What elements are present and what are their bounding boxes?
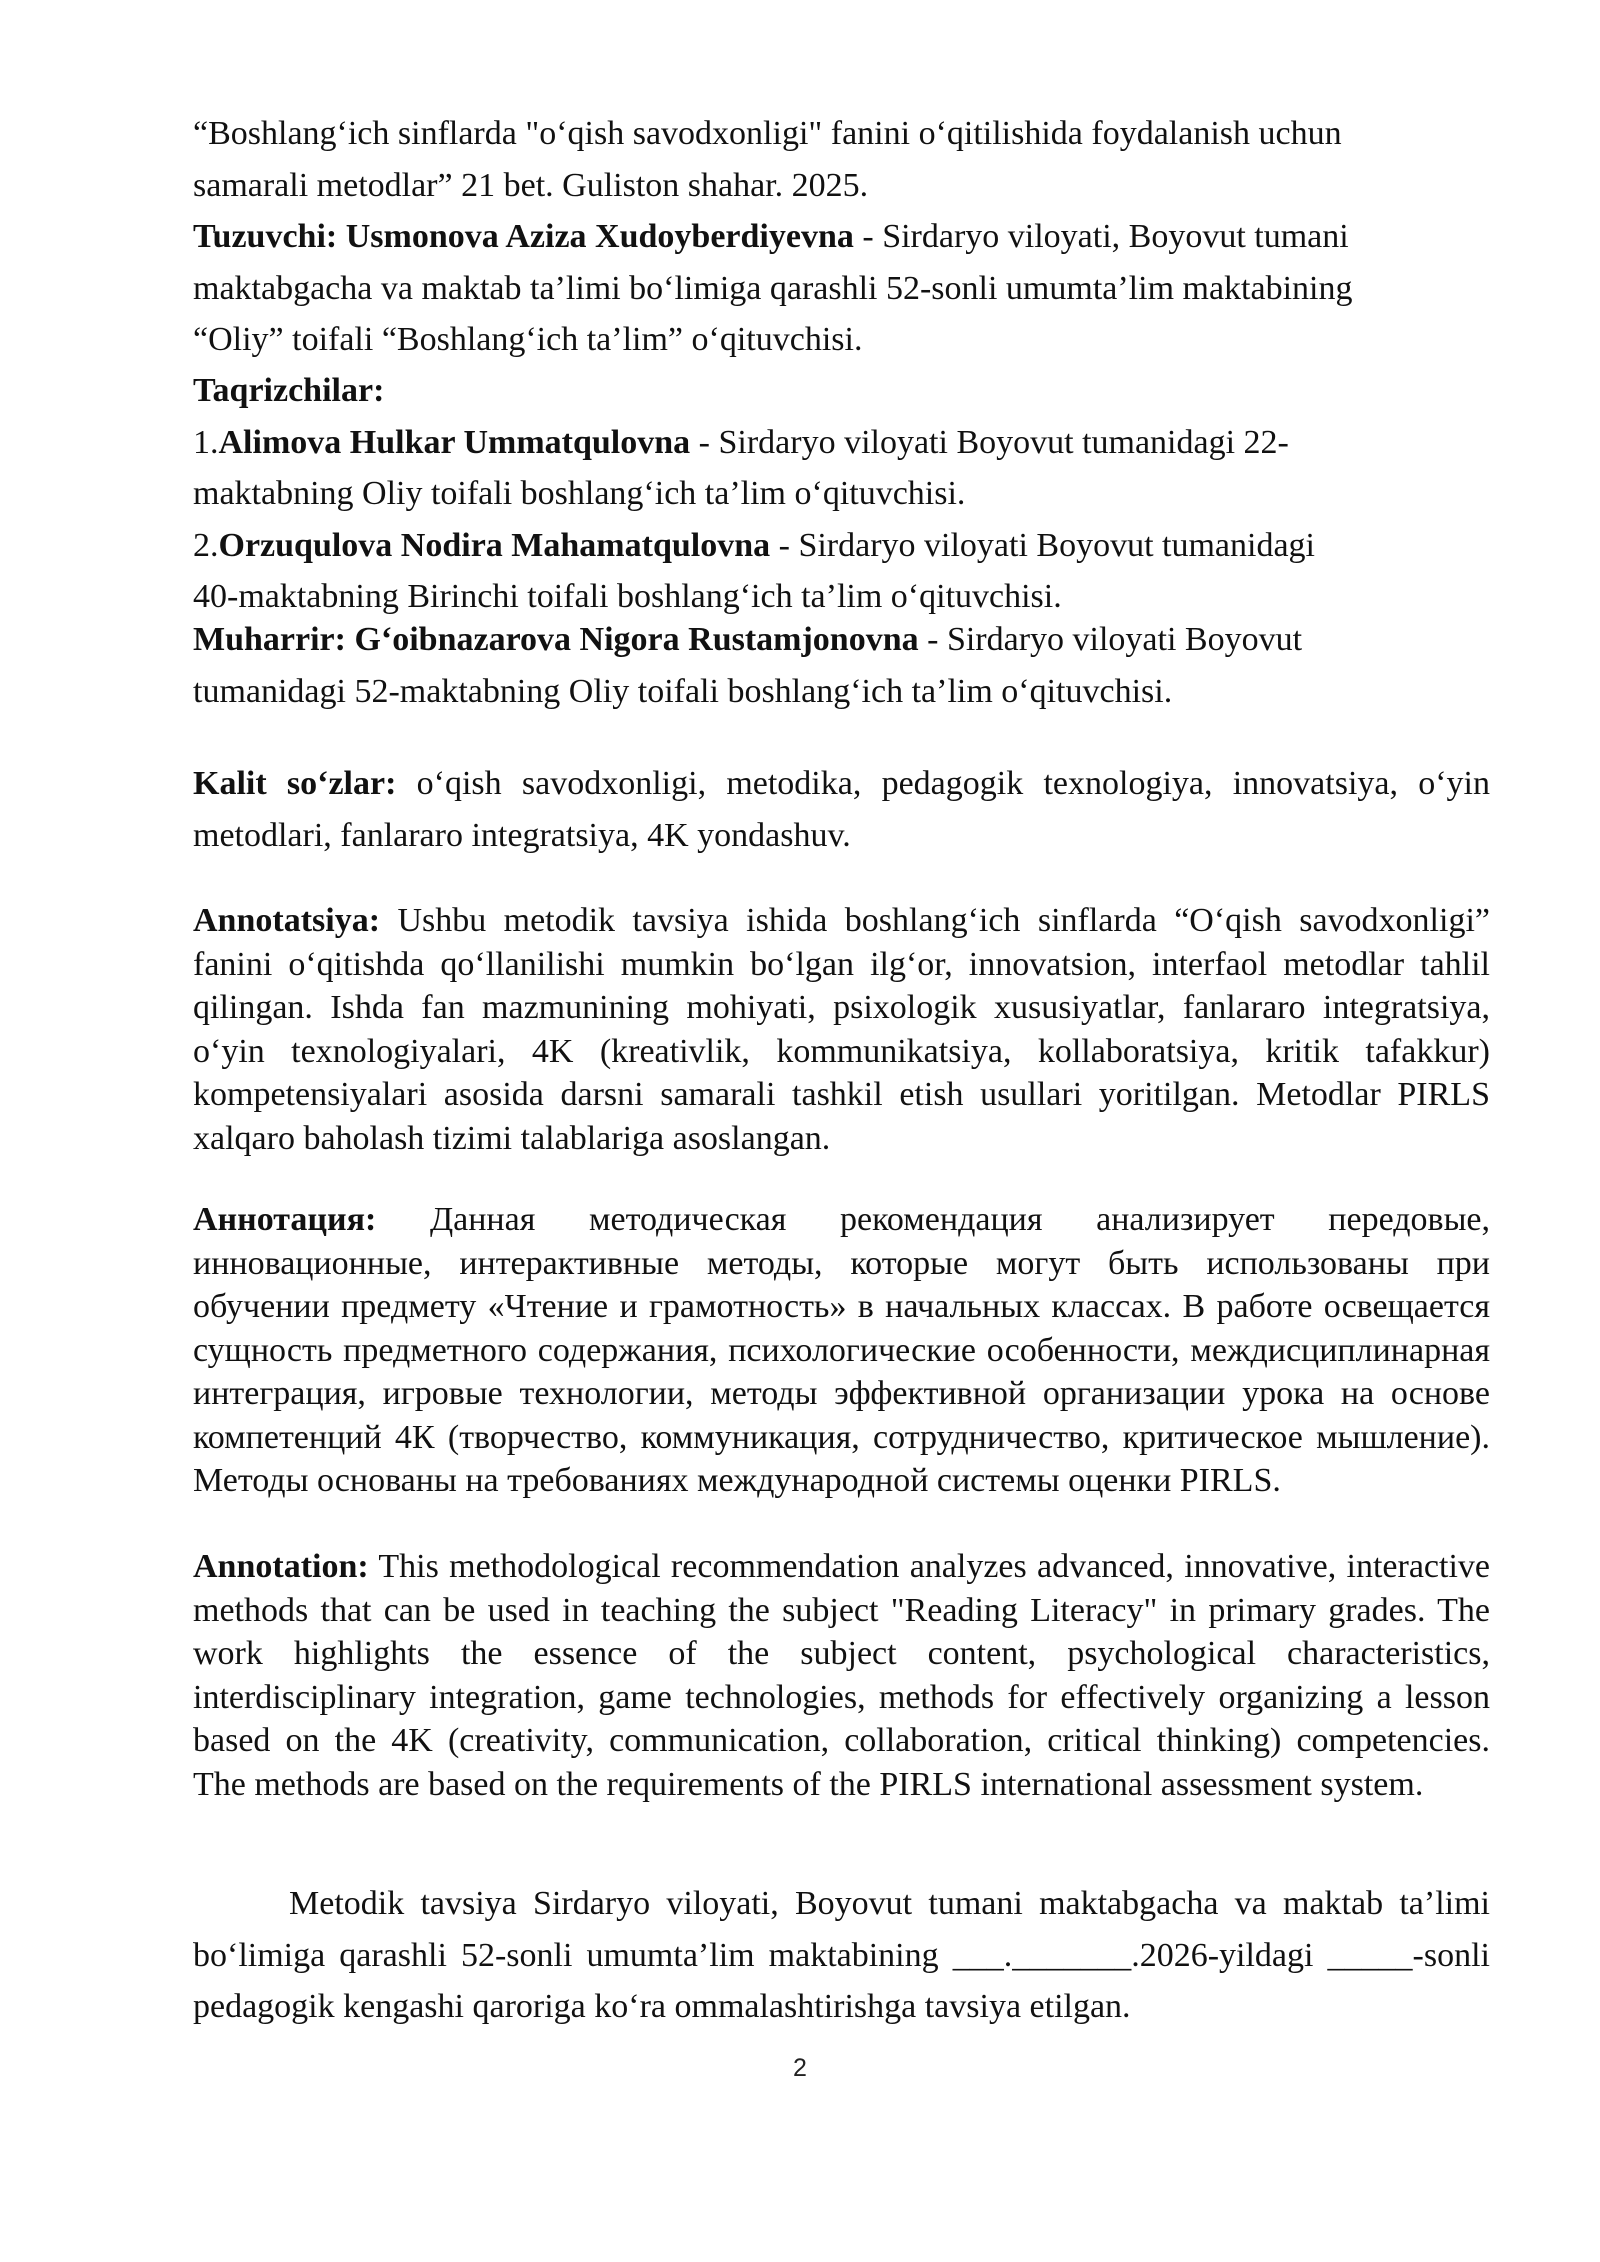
reviewer-1-affiliation: - Sirdaryo viloyati Boyovut tumanidagi 22- bbox=[690, 423, 1289, 461]
title-reference bbox=[193, 108, 1490, 211]
reviewer-2-number: 2. bbox=[193, 526, 219, 564]
annotation-en-label: Annotation: bbox=[193, 1548, 369, 1585]
compiler-line-3: “Oliy” toifali “Boshlang‘ich ta’lim” o‘qituvchisi. bbox=[193, 321, 863, 358]
annotation-en-paragraph bbox=[193, 1545, 1490, 1806]
keywords-label: Kalit so‘zlar: bbox=[193, 765, 397, 802]
blank-day: ___ bbox=[952, 1936, 1004, 1974]
compiler-line-1 bbox=[193, 211, 1490, 263]
editor-affiliation: - Sirdaryo viloyati Boyovut bbox=[918, 621, 1303, 658]
title-line-2: samarali metodlar” 21 bet. Guliston shahar. 2025. bbox=[193, 166, 869, 204]
annotation-uz-label: Annotatsiya: bbox=[193, 902, 381, 939]
annotation-uz-text: Ushbu metodik tavsiya ishida boshlang‘ich sinflarda “O‘qish savodxonligi” fanini o‘qitishda qo‘llanilishi mumkin bo‘lgan ilg‘or, innovatsion, interfaol metodlar tahlil qilingan. Ishda fan mazmunining mohiyati, psixologik xususiyatlar, fanlararo integratsiya, o‘yin texnologiyalari, 4K (kreativlik, kommunikatsiya, kollaboratsiya, kritik tafakkur) kompetensiyalari asosida darsni samarali tashkil etish usullari yoritilgan. Metodlar PIRLS xalqaro baholash tizimi talablariga asoslangan. bbox=[193, 902, 1490, 1157]
reviewer-2-affiliation: - Sirdaryo viloyati Boyovut tumanidagi bbox=[770, 526, 1316, 564]
annotation-ru-label: Аннотация: bbox=[193, 1201, 377, 1238]
compiler-section bbox=[193, 211, 1490, 366]
reviewer-2-position: 40-maktabning Birinchi toifali boshlang‘ich ta’lim o‘qituvchisi. bbox=[193, 578, 1062, 615]
reviewers-heading: Taqrizchilar: bbox=[193, 372, 385, 409]
recommendation-text-2: -sonli pedagogik kengashi qaroriga ko‘ra ommalashtirishga tavsiya etilgan. bbox=[193, 1936, 1490, 2025]
compiler-label: Tuzuvchi: Usmonova Aziza Xudoyberdiyevna bbox=[193, 218, 854, 255]
compiler-affiliation-1: - Sirdaryo viloyati, Boyovut tumani bbox=[853, 218, 1349, 255]
reviewers-section bbox=[193, 365, 1490, 623]
reviewer-1-name: Alimova Hulkar Ummatqulovna bbox=[218, 423, 691, 461]
recommendation-year: .2026-yildagi bbox=[1131, 1936, 1328, 1974]
blank-month: _______ bbox=[1012, 1936, 1132, 1974]
annotation-en-text: This methodological recommendation analyzes advanced, innovative, interactive methods that can be used in teaching the subject "Reading Literacy" in primary grades. The work highlights the essence of the subject content, psychological characteristics, interdisciplinary integration, game technologies, methods for effectively organizing a lesson based on the 4K (creativity, communication, collaboration, critical thinking) competencies. The methods are based on the requirements of the PIRLS international assessment system. bbox=[193, 1548, 1490, 1803]
reviewer-2 bbox=[193, 520, 1490, 623]
keywords-text: o‘qish savodxonligi, metodika, pedagogik texnologiya, innovatsiya, o‘yin metodlari, fanlararo integratsiya, 4K yondashuv. bbox=[193, 765, 1490, 854]
page-number: 2 bbox=[793, 2054, 807, 2082]
recommendation-dot: . bbox=[1003, 1936, 1013, 1974]
annotation-ru-paragraph bbox=[193, 1198, 1490, 1503]
reviewer-2-name: Orzuqulova Nodira Mahamatqulovna bbox=[218, 526, 771, 564]
editor-line-1 bbox=[193, 614, 1490, 666]
compiler-line-2: maktabgacha va maktab ta’limi bo‘limiga qarashli 52-sonli umumta’lim maktabining bbox=[193, 269, 1353, 307]
keywords-paragraph bbox=[193, 758, 1490, 861]
editor-label: Muharrir: G‘oibnazarova Nigora Rustamjonovna bbox=[193, 621, 919, 658]
reviewer-1-number: 1. bbox=[193, 423, 219, 461]
reviewer-1-position: maktabning Oliy toifali boshlang‘ich ta’lim o‘qituvchisi. bbox=[193, 475, 966, 512]
reviewer-1 bbox=[193, 417, 1490, 520]
editor-section bbox=[193, 614, 1490, 717]
title-line-1: “Boshlang‘ich sinflarda "o‘qish savodxonligi" fanini o‘qitilishida foydalanish uchun bbox=[193, 115, 1342, 152]
annotation-uz-paragraph bbox=[193, 899, 1490, 1160]
annotation-ru-text: Данная методическая рекомендация анализирует передовые, инновационные, интерактивные методы, которые могут быть использованы при обучении предмету «Чтение и грамотность» в начальных классах. В работе освещается сущность предметного содержания, психологические особенности, междисциплинарная интеграция, игровые технологии, методы эффективной организации урока на основе компетенций 4К (творчество, коммуникация, сотрудничество, критическое мышление). Методы основаны на требованиях международной системы оценки PIRLS. bbox=[193, 1201, 1490, 1499]
editor-line-2: tumanidagi 52-maktabning Oliy toifali boshlang‘ich ta’lim o‘qituvchisi. bbox=[193, 672, 1173, 710]
recommendation-text-1: Metodik tavsiya Sirdaryo viloyati, Boyovut tumani maktabgacha va maktab ta’limi bo‘limiga qarashli 52-sonli umumta’lim maktabining bbox=[193, 1885, 1490, 1974]
blank-number: _____ bbox=[1327, 1936, 1413, 1974]
recommendation-paragraph bbox=[193, 1878, 1490, 2033]
